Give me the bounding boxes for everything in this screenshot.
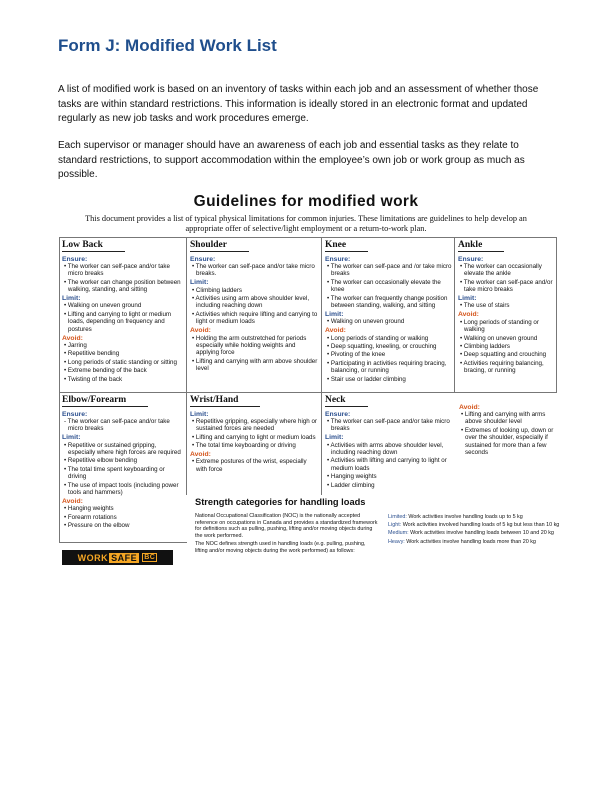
ensure-label: Ensure: (62, 255, 88, 263)
guidelines-intro: This document provides a list of typical physical limitations for common injuries. These limitations are guidelines to help develop an appropriate offer of selective/light employment or a return-to-work plan. (85, 214, 527, 233)
list-item: • The worker can self-pace and/or take micro breaks (460, 278, 553, 294)
strength-level-light: Light: Work activities involved handling loads of 5 kg but less than 10 kg (388, 522, 560, 529)
avoid-label: Avoid: (190, 327, 211, 335)
guidelines-title: Guidelines for modified work (193, 193, 419, 210)
list-item: • Long periods of standing or walking (327, 334, 429, 342)
list-item: • Twisting of the back (64, 375, 123, 383)
list-item: • Repetitive elbow bending (64, 457, 138, 465)
strength-levels (388, 513, 580, 546)
list-item: • Long periods of static standing or sitting (64, 358, 177, 366)
cell-heading: Wrist/Hand (190, 395, 260, 407)
list-item: • The worker can occasionally elevate the knee (327, 278, 441, 294)
grid-line (556, 237, 557, 392)
cell-shoulder (190, 240, 318, 374)
list-item: • Walking on uneven ground (460, 334, 538, 342)
logo-safe: SAFE (111, 552, 138, 563)
list-item: • Pressure on the elbow (64, 522, 130, 530)
list-item: • The worker can change position between walking, standing, and sitting (64, 278, 181, 294)
list-item: • Ladder climbing (327, 481, 375, 489)
strength-level-medium: Medium: Work activities involve handling loads between 10 and 20 kg (388, 530, 554, 537)
logo-bc: BC (144, 554, 156, 561)
ensure-label: Ensure: (62, 410, 88, 418)
cell-heading: Knee (325, 240, 368, 252)
ensure-label: Ensure: (458, 255, 484, 263)
avoid-label: Avoid: (190, 451, 211, 459)
list-item: • Activities requiring balancing, bracing, or running (460, 359, 544, 375)
list-item: • Activities with lifting and carrying to light or medium loads (327, 457, 447, 472)
strength-level-heavy: Heavy: Work activities involve handling loads more than 20 kg (388, 538, 536, 545)
list-item: • Extreme postures of the wrist, especially with force (192, 458, 307, 473)
strength-title: Strength categories for handling loads (195, 497, 366, 507)
list-item: • Hanging weights (64, 505, 114, 513)
cell-wrist-hand (190, 395, 318, 474)
intro-paragraph-1: A list of modified work is based on an inventory of tasks within each job and an assessment of whether those tasks are within standard restrictions. This information is ideally stored in an electronic format and updated regularly as new job tasks and work procedures emerge. (58, 84, 539, 124)
grid-line (321, 237, 322, 495)
cell-neck-avoid (459, 402, 555, 457)
list-item: • The use of impact tools (including power tools and hammers) (64, 481, 179, 497)
list-item: • The use of stairs (460, 302, 510, 310)
list-item: • Lifting and carrying to light or medium loads, depending on frequency and postures (64, 310, 172, 333)
strength-description (195, 513, 379, 556)
avoid-label: Avoid: (62, 497, 83, 505)
list-item: • Extreme bending of the back (64, 367, 147, 375)
ensure-label: Ensure: (190, 255, 216, 263)
list-item: • Jarring (64, 341, 87, 349)
intro-paragraph-2: Each supervisor or manager should have an awareness of each job and essential tasks as they relate to standard restrictions, to support accommodation within the employee’s own job or work group as much as possible. (58, 140, 525, 180)
list-item: • The total time spent keyboarding or driving (64, 465, 165, 481)
grid-line (59, 237, 60, 543)
cell-neck (325, 395, 452, 490)
worksafebc-logo (62, 550, 173, 565)
list-item: • Long periods of standing or walking (460, 318, 539, 334)
strength-paragraph-2: The NOC defines strength used in handling loads (e.g. pulling, pushing, lifting and/or moving objects during the work performed) as follows: (195, 541, 366, 554)
limit-label: Limit: (325, 434, 344, 442)
list-item: • Deep squatting and crouching (460, 351, 547, 359)
list-item: • Lifting and carrying with arm above shoulder level (192, 357, 318, 373)
list-item: • The worker can self-pace and/or take micro breaks. (192, 262, 315, 278)
cell-heading: Elbow/Forearm (62, 395, 148, 407)
list-item: • The worker can frequently change position between standing, walking, and sitting (327, 294, 448, 309)
list-item: • Walking on uneven ground (327, 318, 405, 326)
avoid-label: Avoid: (62, 334, 83, 342)
cell-elbow-forearm (62, 395, 184, 531)
limit-label: Limit: (190, 410, 209, 418)
list-item: • Stair use or ladder climbing (327, 375, 406, 383)
list-item: • Extremes of looking up, down or over the shoulder, especially if sustained for more than a few seconds (461, 426, 554, 456)
list-item: • Climbing ladders (460, 342, 510, 350)
grid-line (454, 237, 455, 392)
list-item: • Lifting and carrying to light or medium loads (192, 433, 316, 441)
limit-label: Limit: (62, 295, 81, 303)
list-item: • The worker can self-pace and/or take micro breaks (327, 417, 450, 433)
limit-label: Limit: (190, 279, 209, 287)
list-item: • Forearm rotations (64, 513, 117, 521)
list-item: • Activities with arms above shoulder level, including reaching down (327, 441, 444, 457)
list-item: - The worker can self-pace and/or take micro breaks (64, 417, 170, 433)
avoid-label: Avoid: (459, 403, 480, 411)
avoid-label: Avoid: (458, 311, 479, 319)
list-item: • Participating in activities requiring bracing, balancing, or running (327, 359, 447, 375)
logo-work: WORK (77, 552, 109, 563)
grid-line (59, 392, 557, 393)
list-item: • Holding the arm outstretched for periods especially while holding weights and applying force (192, 334, 307, 357)
list-item: • The total time keyboarding or driving (192, 442, 296, 450)
list-item: • Hanging weights (327, 473, 377, 481)
ensure-label: Ensure: (325, 255, 351, 263)
cell-knee (325, 240, 452, 384)
list-item: • Repetitive bending (64, 350, 120, 358)
list-item: • Activities which require lifting and carrying to light or medium loads (192, 310, 318, 326)
list-item: • Walking on uneven ground (64, 302, 142, 310)
ensure-label: Ensure: (325, 410, 351, 418)
cell-ankle (458, 240, 555, 376)
cell-heading: Low Back (62, 240, 125, 252)
grid-line (59, 542, 187, 543)
limit-label: Limit: (62, 434, 81, 442)
strength-section (195, 497, 580, 554)
list-item: • The worker can occasionally elevate the ankle (460, 262, 542, 278)
list-item: • Repetitive or sustained gripping, especially where high forces are required (64, 441, 181, 457)
cell-heading: Shoulder (190, 240, 249, 252)
list-item: • The worker can self-pace and /or take micro breaks (327, 262, 452, 278)
strength-level-limited: Limited: Work activities involve handling loads up to 5 kg (388, 514, 523, 520)
avoid-label: Avoid: (325, 327, 346, 335)
list-item: • Repetitive gripping, especially where high or sustained forces are needed (192, 417, 317, 433)
grid-line (186, 237, 187, 495)
list-item: • Deep squatting, kneeling, or crouching (327, 342, 437, 350)
strength-paragraph-1: National Occupational Classification (NOC) is the nationally accepted reference on occupations in Canada and provides a standardized framework for definitions such as pulling, pushing, lifting and/or moving objects during the work performed. (195, 513, 378, 539)
limit-label: Limit: (458, 295, 477, 303)
cell-low-back (62, 240, 184, 384)
cell-heading: Neck (325, 395, 368, 407)
list-item: • The worker can self-pace and/or take micro breaks (64, 262, 170, 278)
list-item: • Pivoting of the knee (327, 351, 386, 359)
list-item: • Lifting and carrying with arms above shoulder level (461, 410, 546, 426)
limit-label: Limit: (325, 310, 344, 318)
list-item: • Climbing ladders (192, 286, 242, 294)
cell-heading: Ankle (458, 240, 504, 252)
list-item: • Activities using arm above shoulder level, including reaching down (192, 295, 310, 310)
grid-line (59, 237, 557, 238)
page-title: Form J: Modified Work List (58, 36, 277, 55)
